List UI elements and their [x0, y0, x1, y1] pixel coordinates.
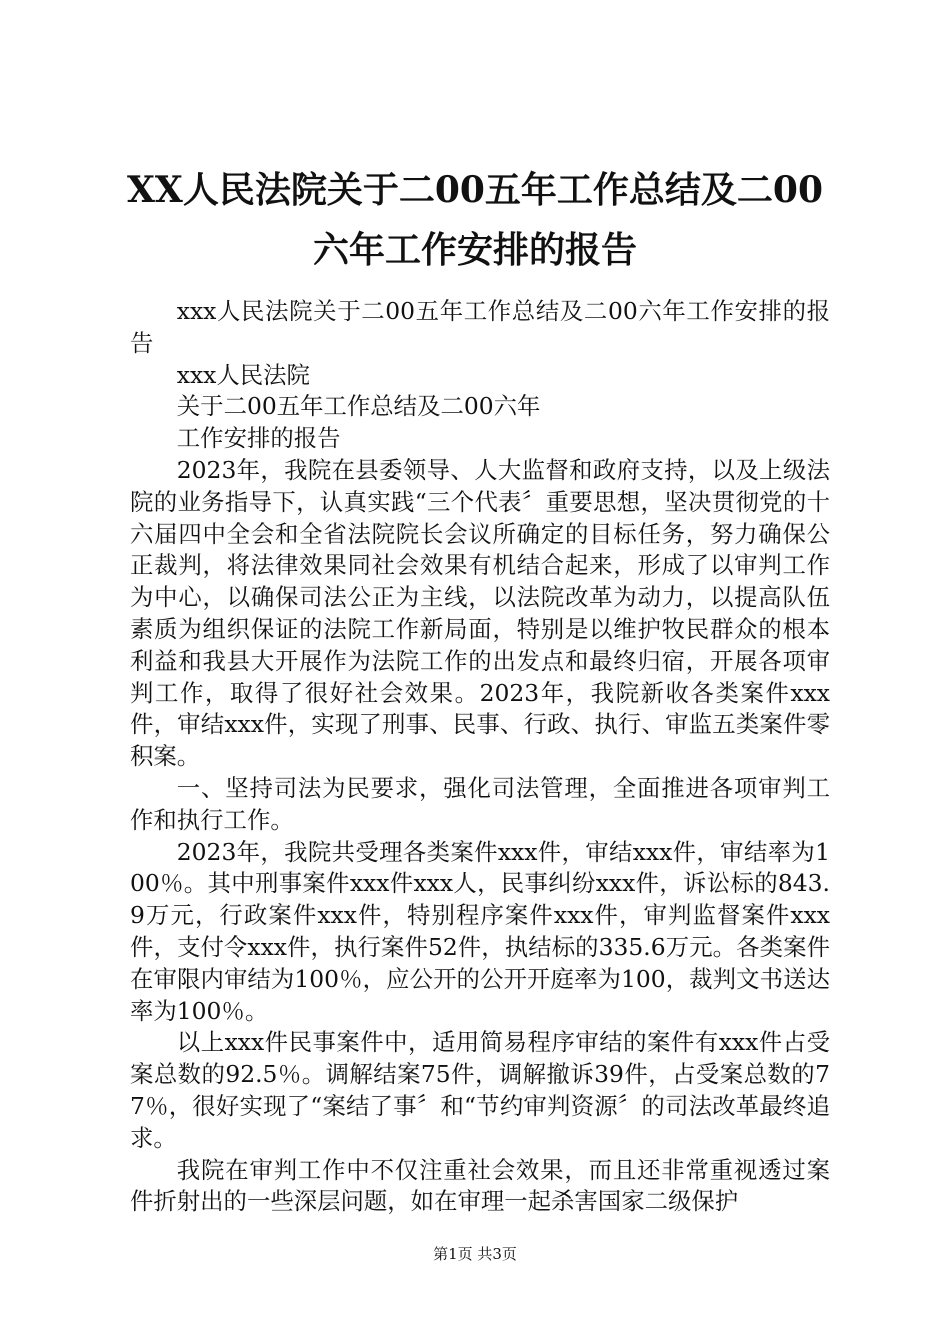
paragraph-deep-issues: 我院在审判工作中不仅注重社会效果，而且还非常重视透过案件折射出的一些深层问题，如在审理一起杀害国家二级保护: [130, 1155, 830, 1216]
paragraph-court-name: xxx人民法院: [176, 360, 310, 389]
paragraph-case-statistics: 2023年，我院共受理各类案件xxx件，审结xxx件，审结率为100％。其中刑事案件xxx件xxx人，民事纠纷xxx件，诉讼标的843.9万元，行政案件xxx件，特别程序案件xxx件，审判监督案件xxx件，支付令xxx件，执行案件52件，执结标的335.6万元。各类案件在审限内审结为100％，应公开的公开开庭率为100，裁判文书送达率为100％。: [130, 837, 830, 1025]
paragraph-subtitle-line-1: 关于二00五年工作总结及二00六年: [176, 392, 541, 421]
page-footer: 第1页 共3页: [433, 1245, 517, 1263]
paragraph-overview: 2023年，我院在县委领导、人大监督和政府支持，以及上级法院的业务指导下，认真实践“三个代表〞重要思想，坚决贯彻党的十六届四中全会和全省法院院长会议所确定的目标任务，努力确保公正裁判，将法律效果同社会效果有机结合起来，形成了以审判工作为中心，以确保司法公正为主线，以法院改革为动力，以提高队伍素质为组织保证的法院工作新局面，特别是以维护牧民群众的根本利益和我县大开展作为法院工作的出发点和最终归宿，开展各项审判工作，取得了很好社会效果。2023年，我院新收各类案件xxx件，审结xxx件，实现了刑事、民事、行政、执行、审监五类案件零积案。: [130, 455, 830, 771]
document-title: XX人民法院关于二00五年工作总结及二00六年工作安排的报告: [126, 169, 824, 271]
paragraph-civil-cases: 以上xxx件民事案件中，适用简易程序审结的案件有xxx件占受案总数的92.5％。调解结案75件，调解撤诉39件，占受案总数的77％，很好实现了“案结了事〞和“节约审判资源〞的司法改革最终追求。: [130, 1028, 830, 1152]
paragraph-subtitle-line-2: 工作安排的报告: [176, 424, 341, 453]
paragraph-full-title: xxx人民法院关于二00五年工作总结及二00六年工作安排的报告: [130, 297, 830, 357]
paragraph-section-heading-1: 一、坚持司法为民要求，强化司法管理，全面推进各项审判工作和执行工作。: [130, 773, 830, 834]
document-body: [130, 296, 830, 1218]
